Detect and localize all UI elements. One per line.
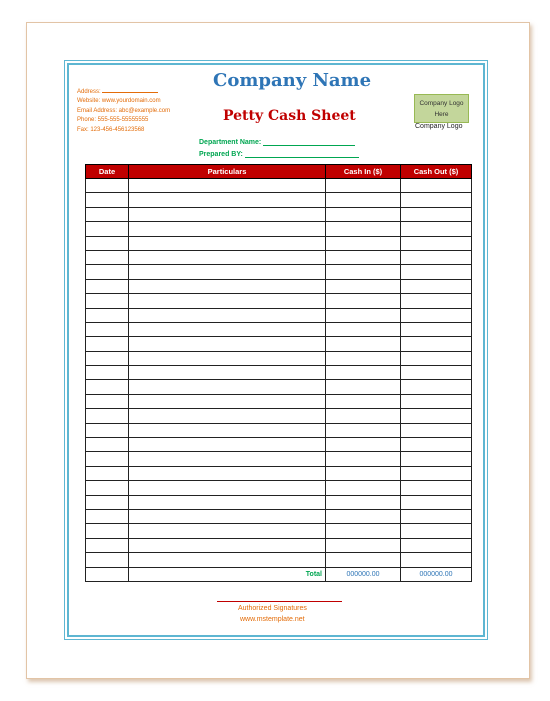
- table-row: [86, 265, 472, 279]
- particulars-cell[interactable]: [129, 538, 326, 552]
- particulars-cell[interactable]: [129, 207, 326, 221]
- table-row: [86, 553, 472, 567]
- cash-out-cell[interactable]: [401, 438, 472, 452]
- table-row: [86, 466, 472, 480]
- cash-out-cell[interactable]: [401, 509, 472, 523]
- table-row: [86, 207, 472, 221]
- cash-in-cell[interactable]: [326, 538, 401, 552]
- cash-out-cell[interactable]: [401, 553, 472, 567]
- cash-out-cell[interactable]: [401, 495, 472, 509]
- particulars-cell[interactable]: [129, 495, 326, 509]
- date-cell[interactable]: [86, 265, 129, 279]
- cash-out-cell[interactable]: [401, 366, 472, 380]
- table-row: [86, 509, 472, 523]
- logo-placeholder: [414, 94, 469, 123]
- cash-in-cell[interactable]: [326, 279, 401, 293]
- email-line: Email Address: abc@example.com: [77, 107, 171, 114]
- particulars-cell[interactable]: [129, 179, 326, 193]
- contact-block: [77, 87, 170, 135]
- cash-in-cell[interactable]: [326, 337, 401, 351]
- total-cash-out: 000000.00: [401, 567, 472, 581]
- table-row: [86, 308, 472, 322]
- date-cell[interactable]: [86, 466, 129, 480]
- table-row: [86, 452, 472, 466]
- total-date-cell: [86, 567, 129, 581]
- cash-in-cell[interactable]: [326, 509, 401, 523]
- date-cell[interactable]: [86, 337, 129, 351]
- date-cell[interactable]: [86, 380, 129, 394]
- footer-website: www.mstemplate.net: [240, 616, 305, 623]
- total-cash-in: 000000.00: [326, 567, 401, 581]
- cash-out-cell[interactable]: [401, 452, 472, 466]
- cash-out-cell[interactable]: [401, 351, 472, 365]
- department-field: [199, 138, 355, 146]
- column-header-date: Date: [86, 165, 129, 179]
- particulars-cell[interactable]: [129, 265, 326, 279]
- date-cell[interactable]: [86, 222, 129, 236]
- cash-out-cell[interactable]: [401, 337, 472, 351]
- date-cell[interactable]: [86, 452, 129, 466]
- cash-out-cell[interactable]: [401, 265, 472, 279]
- particulars-cell[interactable]: [129, 250, 326, 264]
- cash-out-cell[interactable]: [401, 308, 472, 322]
- cash-out-cell[interactable]: [401, 294, 472, 308]
- cash-in-cell[interactable]: [326, 322, 401, 336]
- table-row: [86, 222, 472, 236]
- cash-in-cell[interactable]: [326, 250, 401, 264]
- cash-in-cell[interactable]: [326, 265, 401, 279]
- date-cell[interactable]: [86, 394, 129, 408]
- cash-out-cell[interactable]: [401, 409, 472, 423]
- table-row: [86, 524, 472, 538]
- table-row: [86, 250, 472, 264]
- particulars-cell[interactable]: [129, 524, 326, 538]
- table-row: [86, 279, 472, 293]
- cash-out-cell[interactable]: [401, 380, 472, 394]
- cash-in-cell[interactable]: [326, 481, 401, 495]
- particulars-cell[interactable]: [129, 380, 326, 394]
- total-row: [86, 567, 472, 581]
- logo-placeholder-text: Company Logo Here: [419, 99, 464, 118]
- date-cell[interactable]: [86, 236, 129, 250]
- particulars-cell[interactable]: [129, 236, 326, 250]
- cash-in-cell[interactable]: [326, 207, 401, 221]
- cash-in-cell[interactable]: [326, 495, 401, 509]
- particulars-cell[interactable]: [129, 366, 326, 380]
- table-row: [86, 294, 472, 308]
- table-row: [86, 179, 472, 193]
- table-row: [86, 366, 472, 380]
- cash-in-cell[interactable]: [326, 438, 401, 452]
- column-header-cash-out: Cash Out ($): [401, 165, 472, 179]
- table-row: [86, 409, 472, 423]
- date-cell[interactable]: [86, 351, 129, 365]
- date-cell[interactable]: [86, 207, 129, 221]
- cash-in-cell[interactable]: [326, 222, 401, 236]
- cash-in-cell[interactable]: [326, 193, 401, 207]
- department-underline: [263, 138, 355, 146]
- cash-in-cell[interactable]: [326, 294, 401, 308]
- particulars-cell[interactable]: [129, 409, 326, 423]
- company-name: Company Name: [213, 70, 372, 91]
- total-label: Total: [129, 567, 326, 581]
- department-label: Department Name:: [199, 139, 262, 146]
- particulars-cell[interactable]: [129, 222, 326, 236]
- address-underline: [102, 87, 158, 93]
- logo-caption: Company Logo: [415, 123, 463, 130]
- column-header-cash-in: Cash In ($): [326, 165, 401, 179]
- table-row: [86, 351, 472, 365]
- cash-in-cell[interactable]: [326, 409, 401, 423]
- cash-out-cell[interactable]: [401, 524, 472, 538]
- cash-out-cell[interactable]: [401, 250, 472, 264]
- particulars-cell[interactable]: [129, 553, 326, 567]
- signature-label: Authorized Signatures: [238, 605, 307, 612]
- cash-out-cell[interactable]: [401, 179, 472, 193]
- date-cell[interactable]: [86, 553, 129, 567]
- particulars-cell[interactable]: [129, 481, 326, 495]
- prepared-by-label: Prepared BY:: [199, 151, 243, 158]
- date-cell[interactable]: [86, 509, 129, 523]
- particulars-cell[interactable]: [129, 466, 326, 480]
- date-cell[interactable]: [86, 308, 129, 322]
- table-row: [86, 394, 472, 408]
- table-row: [86, 337, 472, 351]
- date-cell[interactable]: [86, 538, 129, 552]
- date-cell[interactable]: [86, 250, 129, 264]
- cash-in-cell[interactable]: [326, 452, 401, 466]
- particulars-cell[interactable]: [129, 294, 326, 308]
- table-header-row: [86, 165, 472, 179]
- date-cell[interactable]: [86, 438, 129, 452]
- table-body: [86, 179, 472, 568]
- cash-in-cell[interactable]: [326, 394, 401, 408]
- cash-in-cell[interactable]: [326, 179, 401, 193]
- cash-in-cell[interactable]: [326, 466, 401, 480]
- cash-in-cell[interactable]: [326, 553, 401, 567]
- table-row: [86, 423, 472, 437]
- date-cell[interactable]: [86, 524, 129, 538]
- cash-out-cell[interactable]: [401, 423, 472, 437]
- date-cell[interactable]: [86, 294, 129, 308]
- table-row: [86, 236, 472, 250]
- cash-out-cell[interactable]: [401, 279, 472, 293]
- date-cell[interactable]: [86, 279, 129, 293]
- cash-out-cell[interactable]: [401, 322, 472, 336]
- table-row: [86, 322, 472, 336]
- cash-in-cell[interactable]: [326, 351, 401, 365]
- particulars-cell[interactable]: [129, 308, 326, 322]
- cash-out-cell[interactable]: [401, 236, 472, 250]
- particulars-cell[interactable]: [129, 322, 326, 336]
- particulars-cell[interactable]: [129, 193, 326, 207]
- date-cell[interactable]: [86, 409, 129, 423]
- date-cell[interactable]: [86, 481, 129, 495]
- cash-in-cell[interactable]: [326, 524, 401, 538]
- particulars-cell[interactable]: [129, 452, 326, 466]
- particulars-cell[interactable]: [129, 394, 326, 408]
- cash-in-cell[interactable]: [326, 236, 401, 250]
- cash-out-cell[interactable]: [401, 466, 472, 480]
- cash-in-cell[interactable]: [326, 366, 401, 380]
- cash-out-cell[interactable]: [401, 222, 472, 236]
- cash-in-cell[interactable]: [326, 308, 401, 322]
- cash-in-cell[interactable]: [326, 423, 401, 437]
- cash-out-cell[interactable]: [401, 538, 472, 552]
- date-cell[interactable]: [86, 322, 129, 336]
- particulars-cell[interactable]: [129, 423, 326, 437]
- sheet-title: Petty Cash Sheet: [223, 108, 356, 124]
- particulars-cell[interactable]: [129, 509, 326, 523]
- table-row: [86, 538, 472, 552]
- column-header-particulars: Particulars: [129, 165, 326, 179]
- address-line: [77, 87, 170, 97]
- particulars-cell[interactable]: [129, 351, 326, 365]
- cash-in-cell[interactable]: [326, 380, 401, 394]
- date-cell[interactable]: [86, 179, 129, 193]
- cash-out-cell[interactable]: [401, 481, 472, 495]
- table-row: [86, 438, 472, 452]
- prepared-by-underline: [245, 150, 359, 158]
- date-cell[interactable]: [86, 366, 129, 380]
- fax-line: Fax: 123-456-456123568: [77, 126, 145, 133]
- table-row: [86, 481, 472, 495]
- signature-line: [217, 601, 342, 602]
- table-row: [86, 380, 472, 394]
- particulars-cell[interactable]: [129, 279, 326, 293]
- prepared-by-field: [199, 150, 359, 158]
- cash-out-cell[interactable]: [401, 193, 472, 207]
- particulars-cell[interactable]: [129, 337, 326, 351]
- cash-out-cell[interactable]: [401, 394, 472, 408]
- particulars-cell[interactable]: [129, 438, 326, 452]
- table-row: [86, 193, 472, 207]
- website-line: Website: www.yourdomain.com: [77, 98, 161, 105]
- date-cell[interactable]: [86, 193, 129, 207]
- address-label: Address:: [77, 89, 101, 95]
- phone-line: Phone: 555-555-55555555: [77, 117, 149, 124]
- date-cell[interactable]: [86, 423, 129, 437]
- petty-cash-table: [85, 164, 472, 582]
- cash-out-cell[interactable]: [401, 207, 472, 221]
- document-page: [26, 22, 530, 679]
- date-cell[interactable]: [86, 495, 129, 509]
- table-row: [86, 495, 472, 509]
